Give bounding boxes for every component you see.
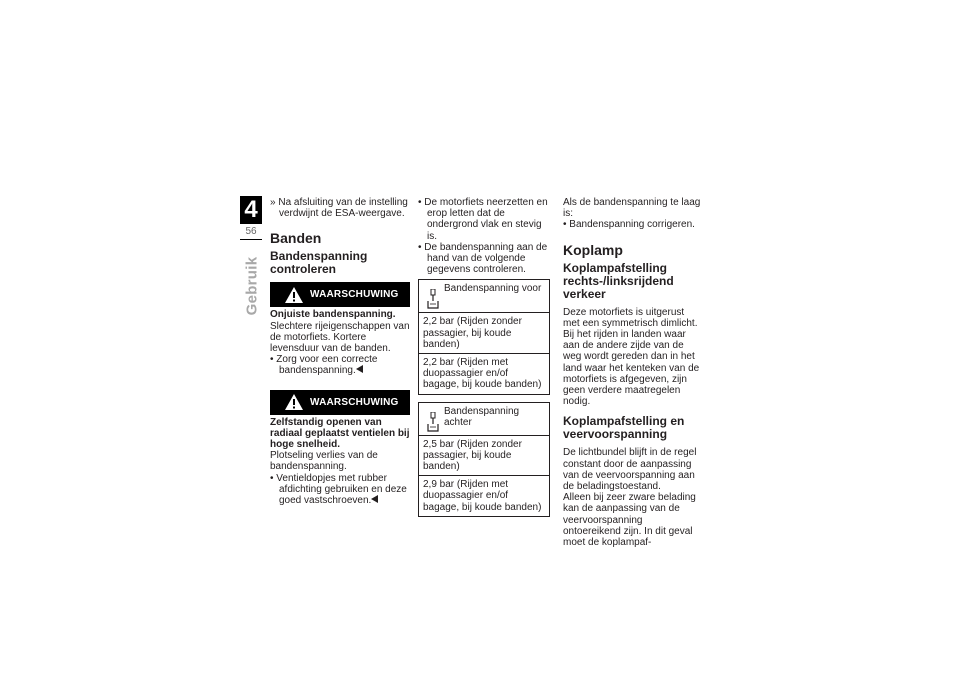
subheading-bandenspanning: Bandenspanning controleren: [270, 249, 368, 277]
bullet-neerzetten: • De motorfiets neerzetten en erop letten dat de ondergrond vlak en stevig is.: [418, 197, 548, 242]
table-row: 2,2 bar (Rijden zonder passagier, bij koude banden): [423, 316, 522, 350]
page-number: 56: [245, 226, 257, 237]
table-row: 2,9 bar (Rijden met duopassagier en/of bagage, bij koude banden): [419, 475, 549, 516]
heading-banden: Banden: [270, 230, 322, 247]
section-title-text: Gebruik: [243, 256, 261, 316]
tire-pressure-icon: [427, 412, 439, 432]
text-zware-belading: Alleen bij zeer zware belading kan de aanpassing van de veervoorspanning ontoereikend zijn. In dit geval moet de koplampaf-: [563, 492, 696, 549]
warning-banner-1: [270, 282, 410, 307]
table-front-title: Bandenspanning voor: [444, 283, 542, 295]
warning-2-title: Zelfstandig openen van radiaal geplaatst ventielen bij hoge snelheid.: [270, 416, 410, 451]
warning-1-bullet: • Zorg voor een correcte bandenspanning.: [270, 354, 378, 377]
warning-1-text: Slechtere rijeigenschappen van de motorfiets. Kortere levensduur van de banden.: [270, 320, 410, 355]
column-1: [270, 197, 410, 506]
heading-koplamp: Koplamp: [563, 241, 623, 258]
tire-pressure-icon: [427, 289, 439, 309]
page-number-rule: [240, 239, 262, 240]
subheading-veervoorspanning: Koplampafstelling en veervoorspanning: [563, 414, 685, 442]
intro-too-low: Als de bandenspanning te laag is:: [563, 197, 701, 220]
warning-banner-2: [270, 390, 410, 415]
warning-label-1: WAARSCHUWING: [310, 289, 399, 301]
warning-2-text: Plotseling verlies van de bandenspanning.: [270, 450, 378, 473]
column-3: [563, 197, 703, 548]
end-marker-icon: [356, 365, 363, 373]
chapter-number: 4: [240, 196, 262, 224]
table-row: 2,5 bar (Rijden zonder passagier, bij koude banden): [423, 438, 522, 473]
warning-2-bullet: • Ventieldopjes met rubber afdichting gebruiken en deze goed vastschroeven.: [270, 472, 407, 507]
column-2: [418, 197, 550, 517]
text-lichtbundel: De lichtbundel blijft in de regel constant door de aanpassing van de veervoorspanning aan de beladingstoestand.: [563, 447, 697, 493]
warning-triangle-icon: [284, 392, 304, 412]
table-rear-header: [419, 403, 549, 436]
end-marker-icon: [371, 495, 378, 503]
warning-label-2: WAARSCHUWING: [310, 396, 399, 408]
table-front-pressure: [418, 279, 550, 394]
subheading-koplampafstelling-verkeer: Koplampafstelling rechts-/linksrijdend verkeer: [563, 260, 674, 301]
warning-triangle-icon: [284, 285, 304, 305]
warning-1-title: Onjuiste bandenspanning.: [270, 309, 396, 321]
text-dimlicht: Deze motorfiets is uitgerust met een symmetrisch dimlicht. Bij het rijden in landen waar aan de andere zijde van de weg wordt gereden dan in het land waar het kenteken van de motorfiets is afgegeven, zijn geen verdere maatregelen nodig.: [563, 306, 700, 408]
table-row: 2,2 bar (Rijden met duopassagier en/of bagage, bij koude banden): [419, 353, 549, 394]
bullet-controleren: • De bandenspanning aan de hand van de volgende gegevens controleren.: [418, 241, 548, 276]
bullet-corrigeren: • Bandenspanning corrigeren.: [563, 219, 695, 231]
table-rear-title: Bandenspanning achter: [444, 405, 520, 428]
table-front-header: [419, 280, 549, 313]
step-result: » Na afsluiting van de instelling verdwijnt de ESA-weergave.: [270, 197, 408, 220]
table-rear-pressure: [418, 402, 550, 517]
